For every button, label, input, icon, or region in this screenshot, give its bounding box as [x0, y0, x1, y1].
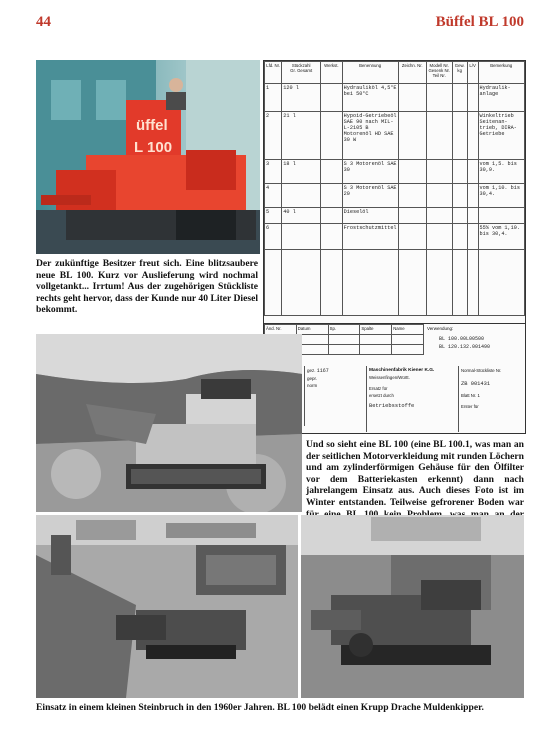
row-nr: 3	[265, 160, 282, 184]
table-row	[265, 160, 525, 184]
row-bemerkung: Winkeltrieb Seitenan-trieb, DIRA-Getriebe	[478, 112, 524, 160]
row-nr: 1	[265, 84, 282, 112]
caption-used-bl100: Und so sieht eine BL 100 (eine BL 100.1, was man an der seitlichen Motorverkleidung mit runden Löchern und am zylinderförmigen Gehäuse für den Ölfilter vor dem Batteriekasten erkennt) dann nach jahrelangem Einsatz aus. Auch dieses Foto ist im Winter entstanden. Teilweise gefrorener Boden war	[306, 439, 524, 508]
row-nr: 5	[265, 208, 282, 224]
row-nr: 6	[265, 224, 282, 250]
row-menge: 18 l	[282, 160, 321, 184]
photo-used-bl100-winter-image	[36, 334, 302, 512]
col-zeichn-nr: Zeichn. Nr.	[398, 62, 426, 84]
col-gesamt: Gesamt	[297, 68, 313, 73]
verwendung-value-2: BL 120.132.001490	[439, 344, 491, 350]
row-benennung: Hydrauliköl 4,5°E bei 50°C	[342, 84, 398, 112]
machine-lettering-buffel: üffel	[136, 117, 168, 134]
ersetzt-durch-label: ersetzt durch	[369, 393, 394, 398]
erster-fuer-label: Erster für	[461, 404, 479, 409]
stueckliste-document	[263, 60, 526, 434]
row-nr: 4	[265, 184, 282, 208]
row-bemerkung: vom 1,10. bis 30,4.	[478, 184, 524, 208]
table-row	[265, 84, 525, 112]
photo-new-bl100-image	[36, 60, 260, 254]
row-bemerkung: Hydraulik-anlage	[478, 84, 524, 112]
col-aend: Änd. Nr.	[265, 325, 297, 335]
stueckliste-title-block	[264, 323, 525, 434]
row-bemerkung: vom 1,5. bis 30,9.	[478, 160, 524, 184]
caption-quarry: Einsatz in einem kleinen Steinbruch in den 1960er Jahren. BL 100 belädt einen Krupp Drache Muldenkipper.	[36, 702, 484, 713]
table-row	[265, 112, 525, 160]
row-benennung: S 3 Motorenöl SAE 30	[342, 160, 398, 184]
row-menge	[282, 224, 321, 250]
col-name: Name	[392, 325, 424, 335]
photo-quarry-right	[301, 515, 524, 698]
verwendung-label: Verwendung:	[427, 326, 454, 331]
row-benennung: S 3 Motorenöl SAE 20	[342, 184, 398, 208]
col-lfd-nr: Lfd. Nr.	[265, 62, 282, 84]
row-menge: 21 l	[282, 112, 321, 160]
row-menge: 40 l	[282, 208, 321, 224]
col-bemerkung: Bemerkung	[478, 62, 524, 84]
blatt-number: Blatt Nr. 1	[461, 393, 480, 398]
zb-number: ZB 001431	[461, 381, 491, 387]
photo-used-bl100-winter	[36, 334, 302, 512]
table-row	[265, 208, 525, 224]
gez-label: gez.	[307, 368, 316, 373]
row-benennung: Hypoid-Getriebeöl SAE 90 nach MIL-L-2105 B Motorenöl HD SAE 30 W	[342, 112, 398, 160]
row-menge	[282, 184, 321, 208]
row-benennung: Dieselöl	[342, 208, 398, 224]
stueckliste-header-table	[264, 61, 525, 316]
norm-label: norm	[307, 383, 318, 388]
col-stueckzahl: Stückzahl	[291, 63, 311, 68]
ersatz-fuer-label: Ersatz für	[369, 386, 388, 391]
table-row	[265, 184, 525, 208]
normal-stueckliste-label: Normal-Stückliste Nr.	[461, 368, 502, 373]
col-benennung: Benennung	[342, 62, 398, 84]
gepr-label: gepr.	[307, 376, 318, 381]
col-datum: Datum	[296, 325, 328, 335]
row-bemerkung	[478, 208, 524, 224]
col-modell-nr: Modell Nr. Gesenk Nr. Teil Nr.	[426, 62, 452, 84]
photo-new-bl100	[36, 60, 260, 254]
page-number: 44	[36, 14, 51, 30]
gez-value: 1167	[316, 368, 329, 374]
col-gew: Gew. kg	[452, 62, 467, 84]
col-lv: L/V	[467, 62, 478, 84]
photo-quarry-left-image	[36, 515, 298, 698]
row-bemerkung: 55% vom 1,10. bis 30,4.	[478, 224, 524, 250]
col-gr: Gr.	[290, 68, 296, 73]
caption-new-bl100: Der zukünftige Besitzer freut sich. Eine blitzsaubere neue BL 100. Kurz vor Auslieferung wird nochmal vollgetankt... Irrtum! Aus der zugehörigen Stückliste rechts geht hervor, dass der Kunde nur 40 Liter Diesel bekommt.	[36, 258, 258, 316]
page-header-title: Büffel BL 100	[435, 14, 524, 30]
photo-quarry-right-image	[301, 515, 524, 698]
col-werkst: Werkst.	[321, 62, 343, 84]
photo-quarry-left	[36, 515, 298, 698]
row-nr: 2	[265, 112, 282, 160]
col-spalte: Spalte	[360, 325, 392, 335]
col-sp: Sp.	[328, 325, 360, 335]
firma-name: Maschinenfabrik Kiener K.G.	[369, 368, 435, 373]
benennung-doc: Betriebsstoffe	[369, 403, 415, 409]
firma-ort: Weissenfingen/Württ.	[369, 375, 410, 380]
table-row	[265, 224, 525, 250]
row-benennung: Frostschutzmittel	[342, 224, 398, 250]
row-menge: 120 l	[282, 84, 321, 112]
machine-lettering-model: L 100	[134, 139, 173, 156]
verwendung-value-1: BL 100.00L00500	[439, 336, 485, 342]
